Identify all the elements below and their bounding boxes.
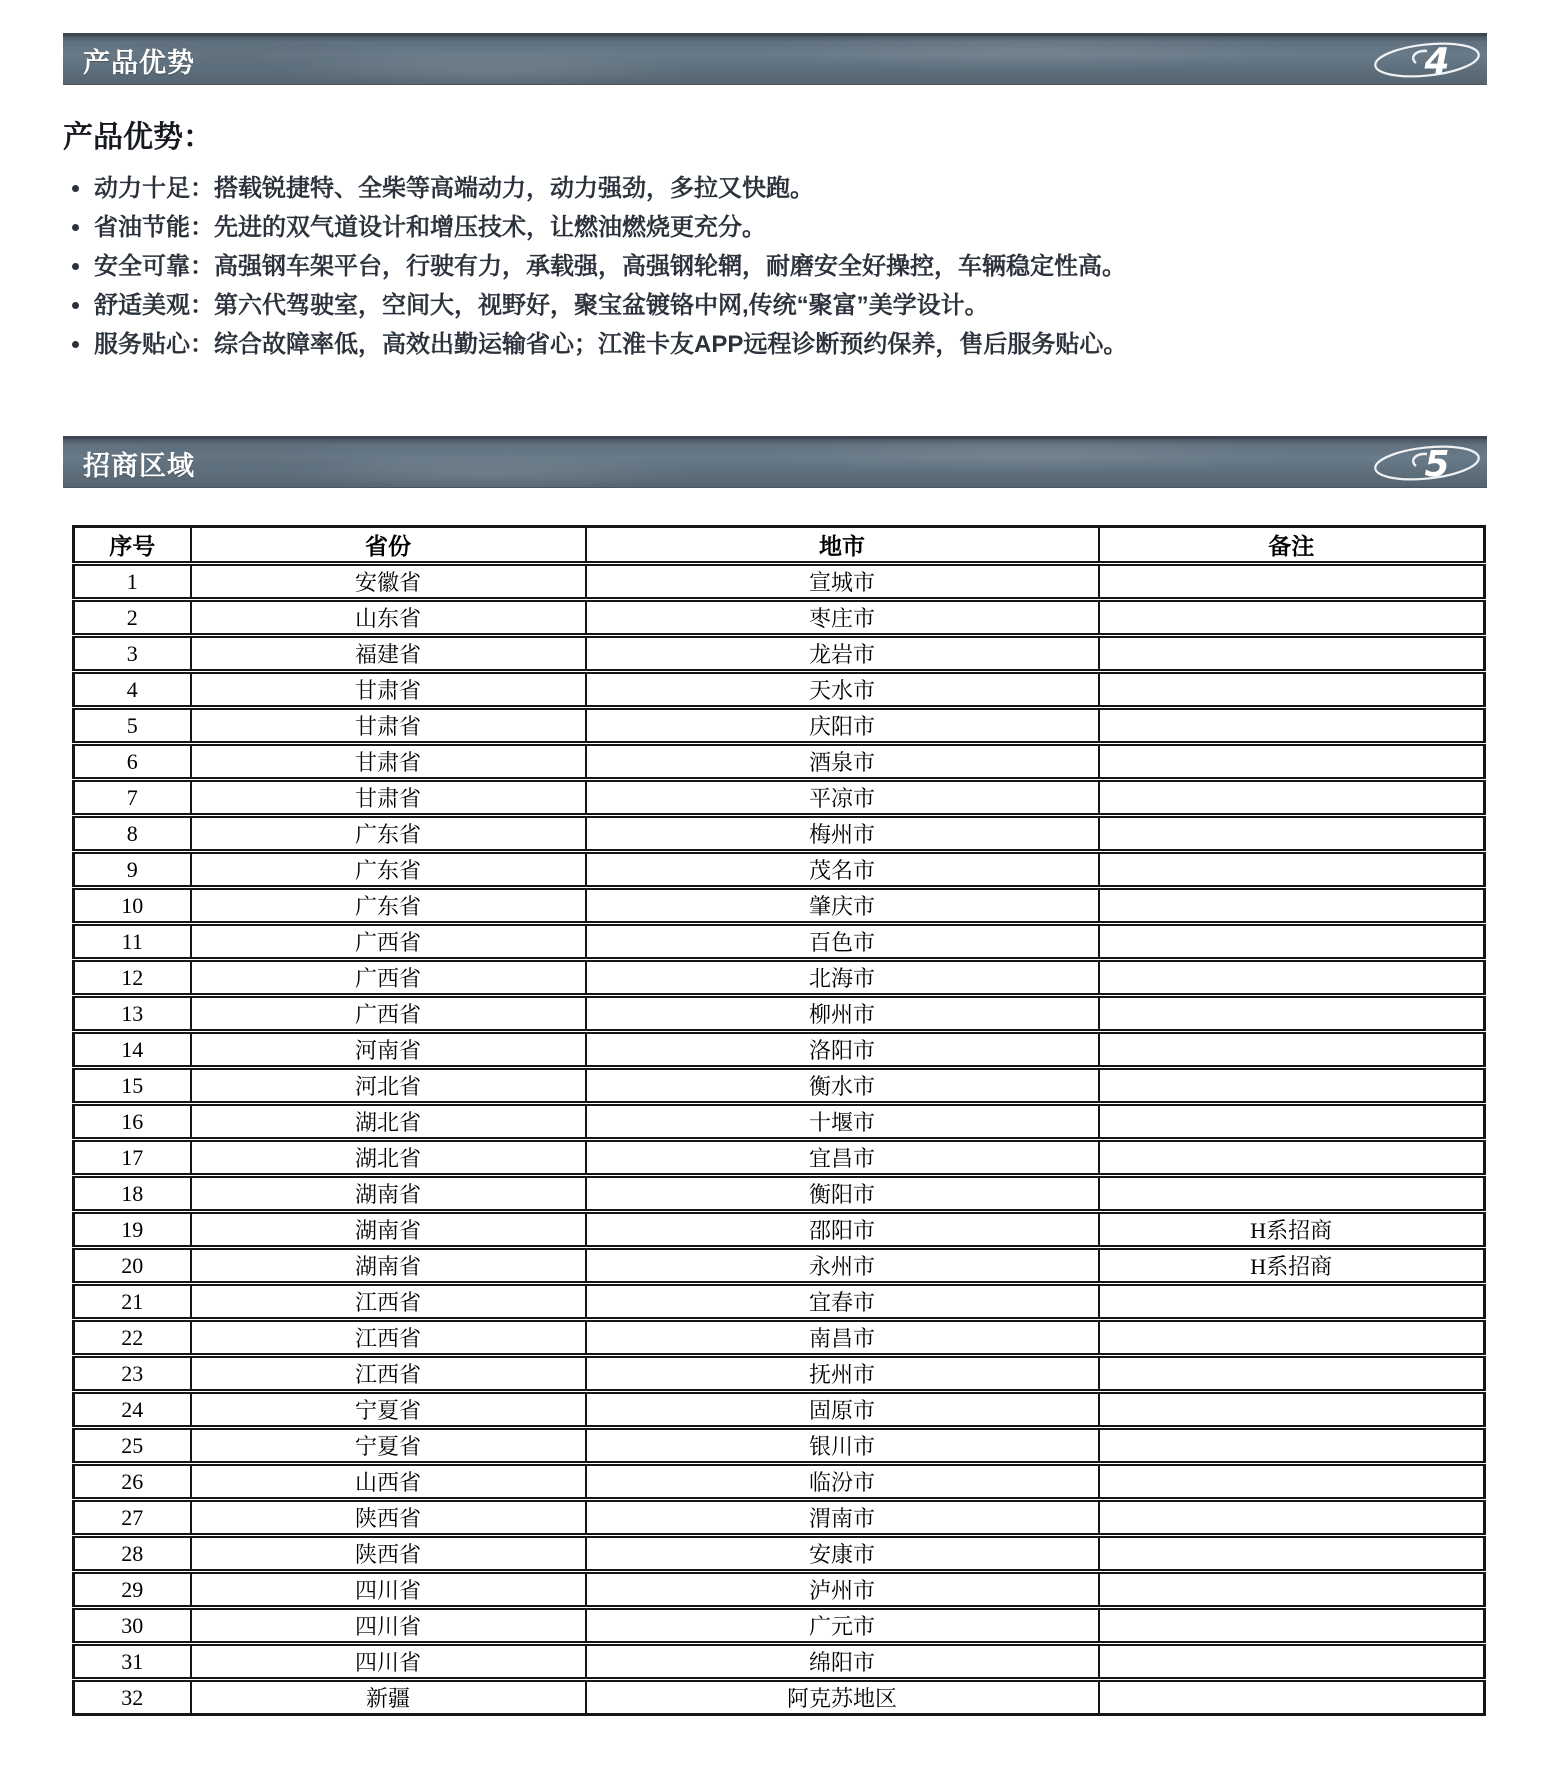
table-cell xyxy=(1099,1608,1485,1644)
table-cell: 5 xyxy=(74,708,191,744)
table-cell: 9 xyxy=(74,852,191,888)
table-row xyxy=(74,1428,1485,1464)
table-cell xyxy=(1099,1356,1485,1392)
table-row xyxy=(74,852,1485,888)
table-row xyxy=(74,1248,1485,1284)
table-cell xyxy=(1099,888,1485,924)
advantage-item-service: 服务贴心：综合故障率低，高效出勤运输省心；江淮卡友APP远程诊断预约保养，售后服务贴心。 xyxy=(70,325,1548,364)
table-cell: 31 xyxy=(74,1644,191,1680)
table-row xyxy=(74,1320,1485,1356)
table-cell: 宜昌市 xyxy=(586,1140,1099,1176)
table-cell: 广东省 xyxy=(191,852,586,888)
table-cell xyxy=(1099,600,1485,636)
table-row xyxy=(74,924,1485,960)
table-cell: 江西省 xyxy=(191,1356,586,1392)
table-cell: 福建省 xyxy=(191,636,586,672)
section-banner-investment-area xyxy=(63,436,1487,488)
table-cell: 宣城市 xyxy=(586,564,1099,600)
table-cell: 河南省 xyxy=(191,1032,586,1068)
column-header-index: 序号 xyxy=(74,527,191,564)
table-cell xyxy=(1099,1320,1485,1356)
advantage-item-safety: 安全可靠：高强钢车架平台，行驶有力，承载强，高强钢轮辋，耐磨安全好操控，车辆稳定性高。 xyxy=(70,247,1548,286)
table-header-row xyxy=(74,527,1485,564)
table-cell: 四川省 xyxy=(191,1644,586,1680)
table-cell: 新疆 xyxy=(191,1680,586,1715)
bottom-margin xyxy=(0,1716,1548,1775)
table-cell: 2 xyxy=(74,600,191,636)
table-cell: 4 xyxy=(74,672,191,708)
table-cell: 13 xyxy=(74,996,191,1032)
table-cell xyxy=(1099,996,1485,1032)
table-row xyxy=(74,1032,1485,1068)
table-row xyxy=(74,1284,1485,1320)
table-row xyxy=(74,888,1485,924)
page-number-badge-icon xyxy=(1371,439,1483,487)
table-cell xyxy=(1099,816,1485,852)
table-cell: 25 xyxy=(74,1428,191,1464)
table-cell: 甘肃省 xyxy=(191,744,586,780)
table-cell: 阿克苏地区 xyxy=(586,1680,1099,1715)
table-cell xyxy=(1099,564,1485,600)
table-cell: 江西省 xyxy=(191,1284,586,1320)
table-row xyxy=(74,1680,1485,1715)
table-cell xyxy=(1099,1392,1485,1428)
advantage-item-fuel: 省油节能：先进的双气道设计和增压技术，让燃油燃烧更充分。 xyxy=(70,208,1548,247)
table-cell: 邵阳市 xyxy=(586,1212,1099,1248)
table-cell: 1 xyxy=(74,564,191,600)
table-cell: 绵阳市 xyxy=(586,1644,1099,1680)
table-cell: 14 xyxy=(74,1032,191,1068)
table-cell: 广东省 xyxy=(191,816,586,852)
table-row xyxy=(74,996,1485,1032)
table-cell: 南昌市 xyxy=(586,1320,1099,1356)
table-cell: 四川省 xyxy=(191,1608,586,1644)
table-cell: 27 xyxy=(74,1500,191,1536)
table-cell: 宁夏省 xyxy=(191,1392,586,1428)
table-row xyxy=(74,1392,1485,1428)
table-row xyxy=(74,1608,1485,1644)
table-cell: 23 xyxy=(74,1356,191,1392)
table-cell: 茂名市 xyxy=(586,852,1099,888)
table-cell: 北海市 xyxy=(586,960,1099,996)
table-cell: 17 xyxy=(74,1140,191,1176)
table-row xyxy=(74,1500,1485,1536)
table-cell: 28 xyxy=(74,1536,191,1572)
table-row xyxy=(74,1356,1485,1392)
table-cell: 10 xyxy=(74,888,191,924)
table-cell: 湖北省 xyxy=(191,1104,586,1140)
table-cell xyxy=(1099,1104,1485,1140)
table-cell xyxy=(1099,852,1485,888)
table-cell: H系招商 xyxy=(1099,1248,1485,1284)
table-cell: 龙岩市 xyxy=(586,636,1099,672)
table-cell: 20 xyxy=(74,1248,191,1284)
table-cell xyxy=(1099,1680,1485,1715)
table-cell xyxy=(1099,1500,1485,1536)
table-cell: 19 xyxy=(74,1212,191,1248)
table-cell xyxy=(1099,960,1485,996)
table-cell: 11 xyxy=(74,924,191,960)
table-cell: 广西省 xyxy=(191,960,586,996)
table-cell: 临汾市 xyxy=(586,1464,1099,1500)
table-cell xyxy=(1099,1284,1485,1320)
table-cell: 衡水市 xyxy=(586,1068,1099,1104)
table-cell: 枣庄市 xyxy=(586,600,1099,636)
table-cell: 湖北省 xyxy=(191,1140,586,1176)
page-number-badge-icon xyxy=(1371,36,1483,84)
table-row xyxy=(74,960,1485,996)
table-cell: 18 xyxy=(74,1176,191,1212)
table-cell: 甘肃省 xyxy=(191,672,586,708)
table-cell: 7 xyxy=(74,780,191,816)
table-cell: 十堰市 xyxy=(586,1104,1099,1140)
table-cell xyxy=(1099,1032,1485,1068)
table-cell: 洛阳市 xyxy=(586,1032,1099,1068)
column-header-province: 省份 xyxy=(191,527,586,564)
table-cell xyxy=(1099,1536,1485,1572)
table-cell xyxy=(1099,1428,1485,1464)
table-row xyxy=(74,1572,1485,1608)
table-cell xyxy=(1099,1068,1485,1104)
section-banner-product-advantages xyxy=(63,33,1487,85)
table-row xyxy=(74,1212,1485,1248)
table-cell: 湖南省 xyxy=(191,1176,586,1212)
table-cell: H系招商 xyxy=(1099,1212,1485,1248)
table-cell: 广西省 xyxy=(191,924,586,960)
column-header-city: 地市 xyxy=(586,527,1099,564)
page-number: 5 xyxy=(1424,444,1450,485)
table-cell: 陕西省 xyxy=(191,1536,586,1572)
table-cell: 宜春市 xyxy=(586,1284,1099,1320)
page-number: 4 xyxy=(1424,41,1450,82)
table-cell: 广东省 xyxy=(191,888,586,924)
table-cell: 广元市 xyxy=(586,1608,1099,1644)
table-cell: 26 xyxy=(74,1464,191,1500)
table-cell: 衡阳市 xyxy=(586,1176,1099,1212)
table-cell: 安徽省 xyxy=(191,564,586,600)
region-table xyxy=(72,525,1486,1716)
column-header-remark: 备注 xyxy=(1099,527,1485,564)
table-cell: 泸州市 xyxy=(586,1572,1099,1608)
table-cell: 宁夏省 xyxy=(191,1428,586,1464)
table-cell xyxy=(1099,1176,1485,1212)
table-cell: 22 xyxy=(74,1320,191,1356)
table-cell xyxy=(1099,1572,1485,1608)
table-cell: 固原市 xyxy=(586,1392,1099,1428)
product-advantages-list xyxy=(70,169,1548,364)
table-cell: 山东省 xyxy=(191,600,586,636)
table-cell xyxy=(1099,1464,1485,1500)
table-cell: 16 xyxy=(74,1104,191,1140)
table-cell: 24 xyxy=(74,1392,191,1428)
table-cell: 柳州市 xyxy=(586,996,1099,1032)
region-table-body xyxy=(74,564,1485,1715)
table-cell xyxy=(1099,924,1485,960)
table-cell: 3 xyxy=(74,636,191,672)
table-row xyxy=(74,1068,1485,1104)
table-row xyxy=(74,816,1485,852)
table-cell: 银川市 xyxy=(586,1428,1099,1464)
table-row xyxy=(74,564,1485,600)
table-cell: 29 xyxy=(74,1572,191,1608)
table-row xyxy=(74,672,1485,708)
table-cell: 永州市 xyxy=(586,1248,1099,1284)
table-row xyxy=(74,600,1485,636)
section-banner-title: 招商区域 xyxy=(83,450,195,481)
table-cell: 抚州市 xyxy=(586,1356,1099,1392)
region-table-container xyxy=(72,525,1548,1716)
table-row xyxy=(74,1176,1485,1212)
table-row xyxy=(74,708,1485,744)
table-cell: 江西省 xyxy=(191,1320,586,1356)
table-cell: 32 xyxy=(74,1680,191,1715)
product-advantages-heading: 产品优势： xyxy=(63,121,213,154)
table-cell: 广西省 xyxy=(191,996,586,1032)
table-cell: 湖南省 xyxy=(191,1212,586,1248)
table-cell: 6 xyxy=(74,744,191,780)
table-row xyxy=(74,744,1485,780)
table-cell: 庆阳市 xyxy=(586,708,1099,744)
table-cell: 渭南市 xyxy=(586,1500,1099,1536)
table-row xyxy=(74,636,1485,672)
table-cell: 安康市 xyxy=(586,1536,1099,1572)
table-row xyxy=(74,1644,1485,1680)
table-cell: 平凉市 xyxy=(586,780,1099,816)
table-cell xyxy=(1099,780,1485,816)
table-cell xyxy=(1099,1644,1485,1680)
table-cell: 甘肃省 xyxy=(191,780,586,816)
table-cell: 百色市 xyxy=(586,924,1099,960)
table-cell xyxy=(1099,636,1485,672)
table-cell xyxy=(1099,1140,1485,1176)
table-cell: 四川省 xyxy=(191,1572,586,1608)
table-cell: 肇庆市 xyxy=(586,888,1099,924)
table-cell: 梅州市 xyxy=(586,816,1099,852)
table-cell: 甘肃省 xyxy=(191,708,586,744)
table-cell: 河北省 xyxy=(191,1068,586,1104)
table-cell: 陕西省 xyxy=(191,1500,586,1536)
table-cell: 15 xyxy=(74,1068,191,1104)
table-cell: 12 xyxy=(74,960,191,996)
table-cell: 8 xyxy=(74,816,191,852)
table-cell xyxy=(1099,708,1485,744)
table-row xyxy=(74,1536,1485,1572)
advantage-item-power: 动力十足：搭载锐捷特、全柴等高端动力，动力强劲，多拉又快跑。 xyxy=(70,169,1548,208)
table-row xyxy=(74,780,1485,816)
table-row xyxy=(74,1140,1485,1176)
table-cell: 21 xyxy=(74,1284,191,1320)
table-cell xyxy=(1099,672,1485,708)
section-banner-title: 产品优势 xyxy=(83,47,195,78)
table-cell: 30 xyxy=(74,1608,191,1644)
table-row xyxy=(74,1464,1485,1500)
table-row xyxy=(74,1104,1485,1140)
table-cell: 天水市 xyxy=(586,672,1099,708)
advantage-item-comfort: 舒适美观：第六代驾驶室，空间大，视野好，聚宝盆镀铬中网,传统“聚富”美学设计。 xyxy=(70,286,1548,325)
table-cell: 酒泉市 xyxy=(586,744,1099,780)
table-cell: 山西省 xyxy=(191,1464,586,1500)
table-cell xyxy=(1099,744,1485,780)
table-cell: 湖南省 xyxy=(191,1248,586,1284)
